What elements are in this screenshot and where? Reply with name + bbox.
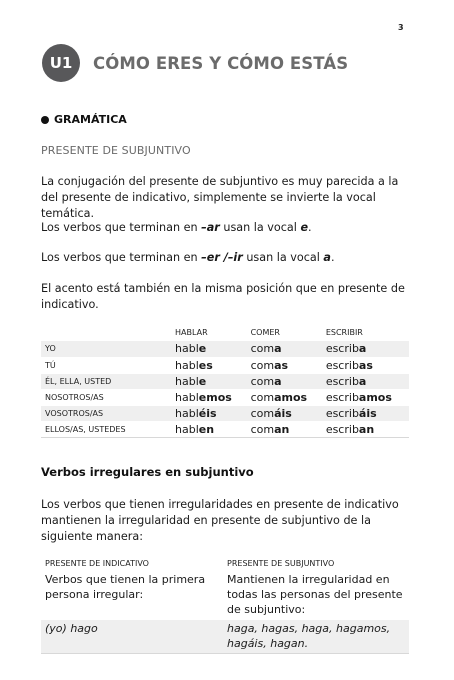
ar-vowel: e <box>300 221 309 234</box>
verb-ending: e <box>198 342 207 356</box>
header-hablar: HABLAR <box>175 328 208 337</box>
table-row <box>41 405 409 421</box>
verb-ending: amos <box>274 390 308 404</box>
irregular-verbs-title: Verbos irregulares en subjuntivo <box>41 465 254 479</box>
verb-form-cell <box>322 341 409 357</box>
verb-form-cell <box>171 389 247 405</box>
verb-stem: escrib <box>325 422 359 436</box>
verb-stem: escrib <box>325 406 359 420</box>
table-row <box>41 389 409 405</box>
pronoun-cell: TÚ <box>41 357 171 373</box>
table-row <box>41 620 409 654</box>
verb-ending: áis <box>274 406 292 420</box>
table-row <box>41 341 409 357</box>
pronoun-cell: NOSOTROS/AS <box>41 389 171 405</box>
pronoun-cell: ÉL, ELLA, USTED <box>41 373 171 389</box>
ar-rule-paragraph <box>41 220 413 236</box>
verb-form-cell <box>247 405 322 421</box>
verb-form-cell <box>171 341 247 357</box>
table-row <box>41 357 409 373</box>
unit-badge: U1 <box>42 44 80 82</box>
irregular-intro-paragraph: Los verbos que tienen irregularidades en presente de indicativo mantienen la irregularidad en presente de subjuntivo de la siguiente manera: <box>41 498 399 543</box>
verb-ending: an <box>358 422 375 436</box>
header-indicativo: PRESENTE DE INDICATIVO <box>45 559 149 568</box>
subjuntivo-description: Mantienen la irregularidad en todas las personas del presente de subjuntivo: <box>223 571 409 620</box>
verb-form-cell <box>247 341 322 357</box>
verb-stem: escrib <box>325 358 359 372</box>
verb-ending: an <box>274 422 290 436</box>
verb-ending: a <box>358 342 367 356</box>
verb-form-cell <box>322 421 409 437</box>
verb-stem: habl <box>175 358 199 372</box>
pronoun-cell: YO <box>41 341 171 357</box>
verb-ending: es <box>198 358 213 372</box>
verb-ending: as <box>274 358 289 372</box>
verb-stem: habl <box>175 390 199 404</box>
verb-form-cell <box>322 357 409 373</box>
unit-header <box>42 44 348 82</box>
bullet-icon <box>41 116 49 124</box>
irregular-table <box>41 556 409 654</box>
verb-stem: habl <box>175 406 199 420</box>
header-escribir: ESCRIBIR <box>325 328 363 337</box>
verb-form-cell <box>322 405 409 421</box>
verb-stem: com <box>250 358 275 372</box>
verb-ending: a <box>274 374 282 388</box>
unit-title: CÓMO ERES Y CÓMO ESTÁS <box>93 53 349 73</box>
er-ir-ending: –er /–ir <box>201 251 243 264</box>
verb-stem: com <box>250 374 275 388</box>
ar-rule-text: Los verbos que terminan en <box>41 221 202 234</box>
verb-form-cell <box>171 405 247 421</box>
verb-stem: habl <box>175 374 199 388</box>
verb-stem: com <box>250 422 275 436</box>
verb-stem: com <box>250 406 275 420</box>
er-ir-rule-paragraph <box>41 250 413 266</box>
verb-ending: as <box>358 358 373 372</box>
page-number: 3 <box>398 23 404 32</box>
header-subjuntivo: PRESENTE DE SUBJUNTIVO <box>227 559 335 568</box>
pronoun-cell: ELLOS/AS, USTEDES <box>41 421 171 437</box>
er-rule-end: . <box>330 251 335 264</box>
verb-form-cell <box>247 421 322 437</box>
verb-ending: en <box>198 422 215 436</box>
verb-form-cell <box>247 357 322 373</box>
verb-form-cell <box>322 373 409 389</box>
ar-rule-end: . <box>308 221 312 234</box>
verb-stem: escrib <box>325 390 359 404</box>
verb-ending: a <box>274 342 282 356</box>
verb-stem: com <box>250 390 275 404</box>
ar-rule-mid: usan la vocal <box>219 221 301 234</box>
er-vowel: a <box>323 251 331 264</box>
accent-paragraph: El acento está también en la misma posición que en presente de indicativo. <box>41 282 405 311</box>
verb-stem: habl <box>175 342 199 356</box>
indicativo-example: (yo) hago <box>41 620 223 654</box>
header-blank <box>41 324 171 341</box>
verb-ending: éis <box>198 406 217 420</box>
verb-ending: emos <box>198 390 232 404</box>
subjuntivo-example: haga, hagas, haga, hagamos, hagáis, hagan. <box>223 620 409 654</box>
ar-ending: –ar <box>201 221 220 234</box>
verb-stem: escrib <box>325 374 359 388</box>
verb-ending: áis <box>358 406 377 420</box>
intro-paragraph: La conjugación del presente de subjuntivo es muy parecida a la del presente de indicativo, simplemente se invierte la vocal temática. <box>41 175 399 220</box>
verb-form-cell <box>171 373 247 389</box>
subsection-title: PRESENTE DE SUBJUNTIVO <box>41 144 191 157</box>
verb-stem: com <box>250 342 275 356</box>
pronoun-cell: VOSOTROS/AS <box>41 405 171 421</box>
table-row <box>41 571 409 620</box>
table-row <box>41 421 409 437</box>
verb-form-cell <box>322 389 409 405</box>
section-heading <box>41 113 127 126</box>
verb-form-cell <box>247 373 322 389</box>
verb-form-cell <box>247 389 322 405</box>
header-comer: COMER <box>250 328 280 337</box>
verb-stem: escrib <box>325 342 359 356</box>
verb-ending: a <box>358 374 367 388</box>
indicativo-description: Verbos que tienen la primera persona irregular: <box>41 571 223 620</box>
verb-form-cell <box>171 421 247 437</box>
er-rule-text: Los verbos que terminan en <box>41 251 202 264</box>
section-title: GRAMÁTICA <box>54 113 127 126</box>
conjugation-header-row <box>41 324 409 341</box>
verb-ending: amos <box>358 390 392 404</box>
table-row <box>41 373 409 389</box>
verb-stem: habl <box>175 422 199 436</box>
irregular-header-row <box>41 556 409 571</box>
er-rule-mid: usan la vocal <box>242 251 324 264</box>
verb-form-cell <box>171 357 247 373</box>
verb-ending: e <box>198 374 207 388</box>
conjugation-table <box>41 324 409 438</box>
